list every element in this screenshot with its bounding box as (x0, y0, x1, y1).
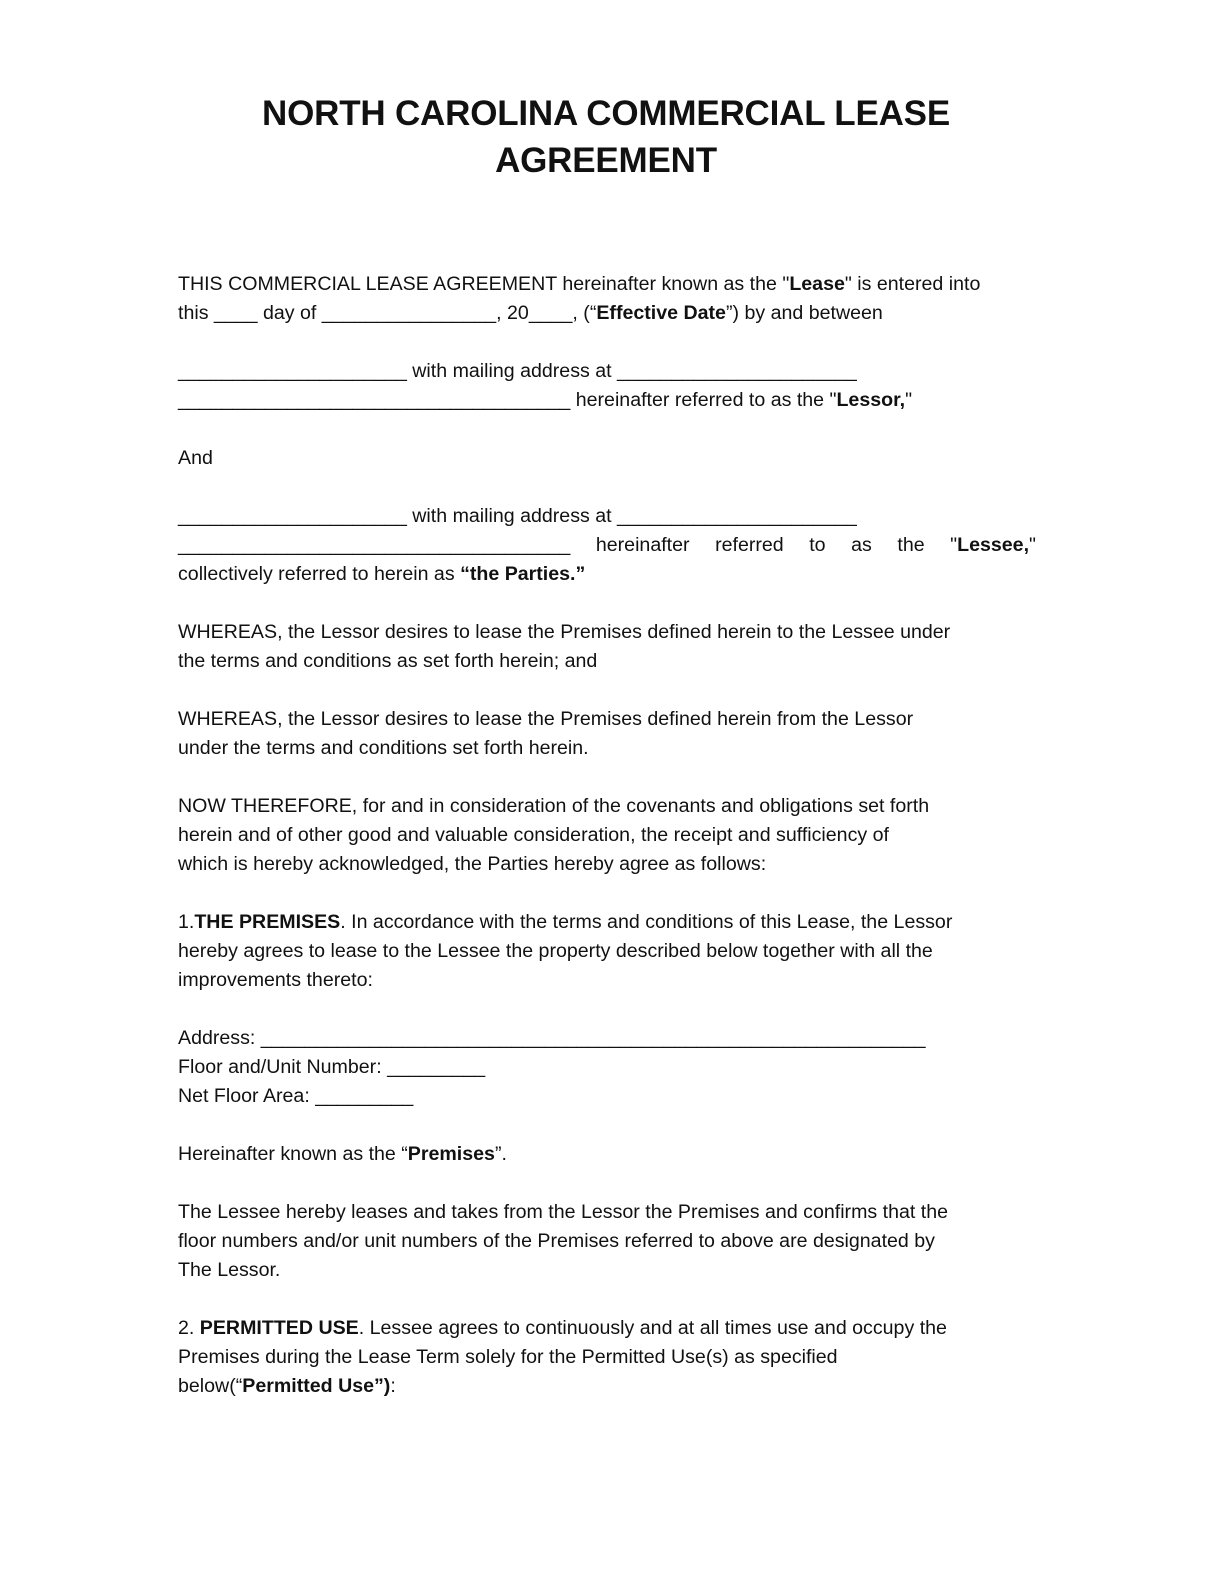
lessee-name-address-blank: _____________________ with mailing address at ______________________ (178, 505, 857, 527)
lessee-address-blank: ____________________________________ hereinafter referred to as the " (178, 534, 958, 556)
intro-paragraph (178, 270, 1036, 328)
section-number: 2. (178, 1317, 200, 1339)
intro-text: " is entered into (844, 273, 981, 295)
section-1-premises (178, 908, 1036, 995)
lessee-term-bold: Lessee, (957, 534, 1030, 556)
whereas-paragraph-2 (178, 705, 1036, 763)
section-2-permitted-use (178, 1314, 1036, 1401)
address-field-blank: Address: _____________________________________________________________ (178, 1027, 926, 1049)
whereas-paragraph-1 (178, 618, 1036, 676)
document-body (178, 270, 1036, 1401)
section-text: below(“ (178, 1375, 243, 1397)
date-blank-line: this ____ day of ________________, 20____, (“ (178, 302, 597, 324)
intro-text: ”) by and between (725, 302, 883, 324)
document-title (150, 90, 1062, 184)
lessee-paragraph (178, 502, 1036, 589)
section-text: improvements thereto: (178, 969, 373, 991)
section-number: 1. (178, 911, 195, 933)
premises-def-text: ”. (494, 1143, 507, 1165)
effective-date-bold: Effective Date (596, 302, 726, 324)
section-text: Premises during the Lease Term solely for the Permitted Use(s) as specified (178, 1346, 838, 1368)
premises-definition (178, 1140, 1036, 1169)
lessee-confirms-paragraph (178, 1198, 1036, 1285)
whereas-text: WHEREAS, the Lessor desires to lease the Premises defined herein from the Lessor (178, 708, 914, 730)
lessor-paragraph (178, 357, 1036, 415)
section-text: . Lessee agrees to continuously and at all times use and occupy the (358, 1317, 947, 1339)
lessor-text: " (905, 389, 913, 411)
and-label: And (178, 447, 213, 469)
premises-fields (178, 1024, 1036, 1111)
net-floor-area-field-blank: Net Floor Area: _________ (178, 1085, 414, 1107)
parties-term-bold: “the Parties.” (460, 563, 586, 585)
floor-unit-field-blank: Floor and/Unit Number: _________ (178, 1056, 486, 1078)
lessee-line-2 (178, 531, 1036, 560)
section-text: hereby agrees to lease to the Lessee the property described below together with all the (178, 940, 933, 962)
section-heading: PERMITTED USE (199, 1317, 359, 1339)
confirms-text: floor numbers and/or unit numbers of the Premises referred to above are designated by (178, 1230, 935, 1252)
lessor-name-address-blank: _____________________ with mailing address at ______________________ (178, 360, 857, 382)
now-therefore-paragraph (178, 792, 1036, 879)
title-line-2: AGREEMENT (495, 141, 717, 180)
intro-text: THIS COMMERCIAL LEASE AGREEMENT hereinafter known as the " (178, 273, 790, 295)
confirms-text: The Lessee hereby leases and takes from the Lessor the Premises and confirms that the (178, 1201, 949, 1223)
lessor-address-blank: ____________________________________ hereinafter referred to as the " (178, 389, 837, 411)
lessor-term-bold: Lessor, (836, 389, 906, 411)
now-therefore-text: which is hereby acknowledged, the Parties hereby agree as follows: (178, 853, 767, 875)
premises-def-text: Hereinafter known as the “ (178, 1143, 408, 1165)
now-therefore-text: NOW THEREFORE, for and in consideration of the covenants and obligations set forth (178, 795, 930, 817)
title-line-1: NORTH CAROLINA COMMERCIAL LEASE (262, 94, 950, 133)
section-text: : (390, 1375, 396, 1397)
lessee-text: " (1029, 534, 1036, 556)
whereas-text: WHEREAS, the Lessor desires to lease the Premises defined herein to the Lessee under (178, 621, 951, 643)
lessee-text: collectively referred to herein as (178, 563, 461, 585)
permitted-use-term-bold: Permitted Use”) (242, 1375, 391, 1397)
now-therefore-text: herein and of other good and valuable consideration, the receipt and sufficiency of (178, 824, 889, 846)
whereas-text: under the terms and conditions set forth herein. (178, 737, 589, 759)
premises-term-bold: Premises (407, 1143, 495, 1165)
confirms-text: The Lessor. (178, 1259, 281, 1281)
whereas-text: the terms and conditions as set forth herein; and (178, 650, 598, 672)
section-heading: THE PREMISES (194, 911, 341, 933)
section-text: . In accordance with the terms and conditions of this Lease, the Lessor (340, 911, 953, 933)
lease-term-bold: Lease (789, 273, 845, 295)
